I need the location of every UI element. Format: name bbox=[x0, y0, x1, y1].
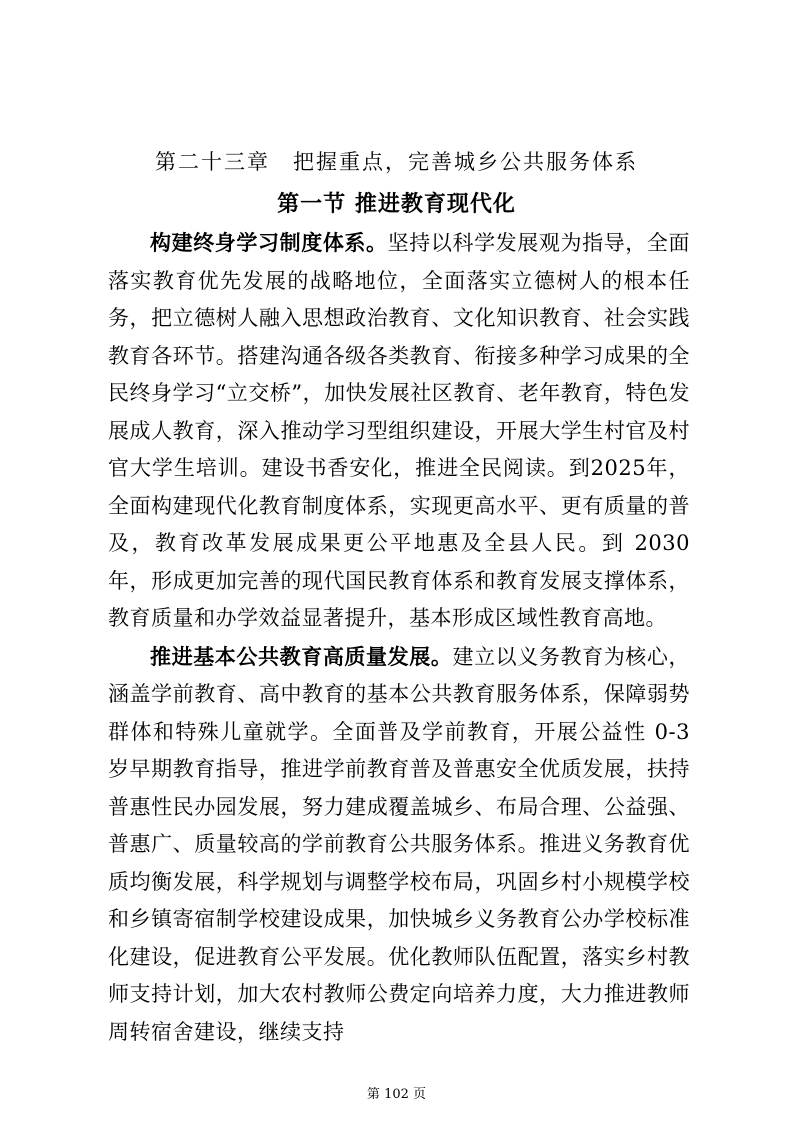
paragraph-lead: 推进基本公共教育高质量发展。 bbox=[150, 643, 453, 669]
chapter-title: 第二十三章 把握重点，完善城乡公共服务体系 bbox=[155, 150, 638, 174]
paragraph-lifelong-learning bbox=[108, 224, 690, 638]
paragraph-basic-education bbox=[108, 638, 690, 1052]
page-suffix: 页 bbox=[413, 1087, 427, 1102]
paragraph-text: 建立以义务教育为核心，涵盖学前教育、高中教育的基本公共教育服务体系，保障弱势群体和特殊儿童就学。全面普及学前教育，开展公益性 0-3 岁早期教育指导，推进学前教育普及普惠安全优质发展，扶持普惠性民办园发展，努力建成覆盖城乡、布局合理、公益强、普惠广、质量较高的学前教育公共服务体系。推进义务教育优质均衡发展，科学规划与调整学校布局，巩固乡村小规模学校和乡镇寄宿制学校建设成果，加快城乡义务教育公办学校标准化建设，促进教育公平发展。优化教师队伍配置，落实乡村教师支持计划，加大农村教师公费定向培养力度，大力推进教师周转宿舍建设，继续支持 bbox=[108, 644, 691, 1044]
paragraph-text: 坚持以科学发展观为指导，全面落实教育优先发展的战略地位，全面落实立德树人的根本任务，把立德树人融入思想政治教育、文化知识教育、社会实践教育各环节。搭建沟通各级各类教育、衔接多种学习成果的全民终身学习“立交桥”，加快发展社区教育、老年教育，特色发展成人教育，深入推动学习型组织建设，开展大学生村官及村官大学生培训。建设书香安化，推进全民阅读。到2025年，全面构建现代化教育制度体系，实现更高水平、更有质量的普及，教育改革发展成果更公平地惠及全县人民。到 2030 年，形成更加完善的现代国民教育体系和教育发展支撑体系，教育质量和办学效益显著提升，基本形成区域性教育高地。 bbox=[108, 231, 691, 630]
section-title: 第一节 推进教育现代化 bbox=[277, 191, 516, 217]
page-prefix: 第 bbox=[366, 1087, 380, 1102]
page-footer bbox=[0, 1083, 793, 1102]
paragraph-lead: 构建终身学习制度体系。 bbox=[150, 230, 388, 255]
document-body bbox=[108, 224, 690, 1051]
page-number: 102 bbox=[384, 1087, 409, 1102]
